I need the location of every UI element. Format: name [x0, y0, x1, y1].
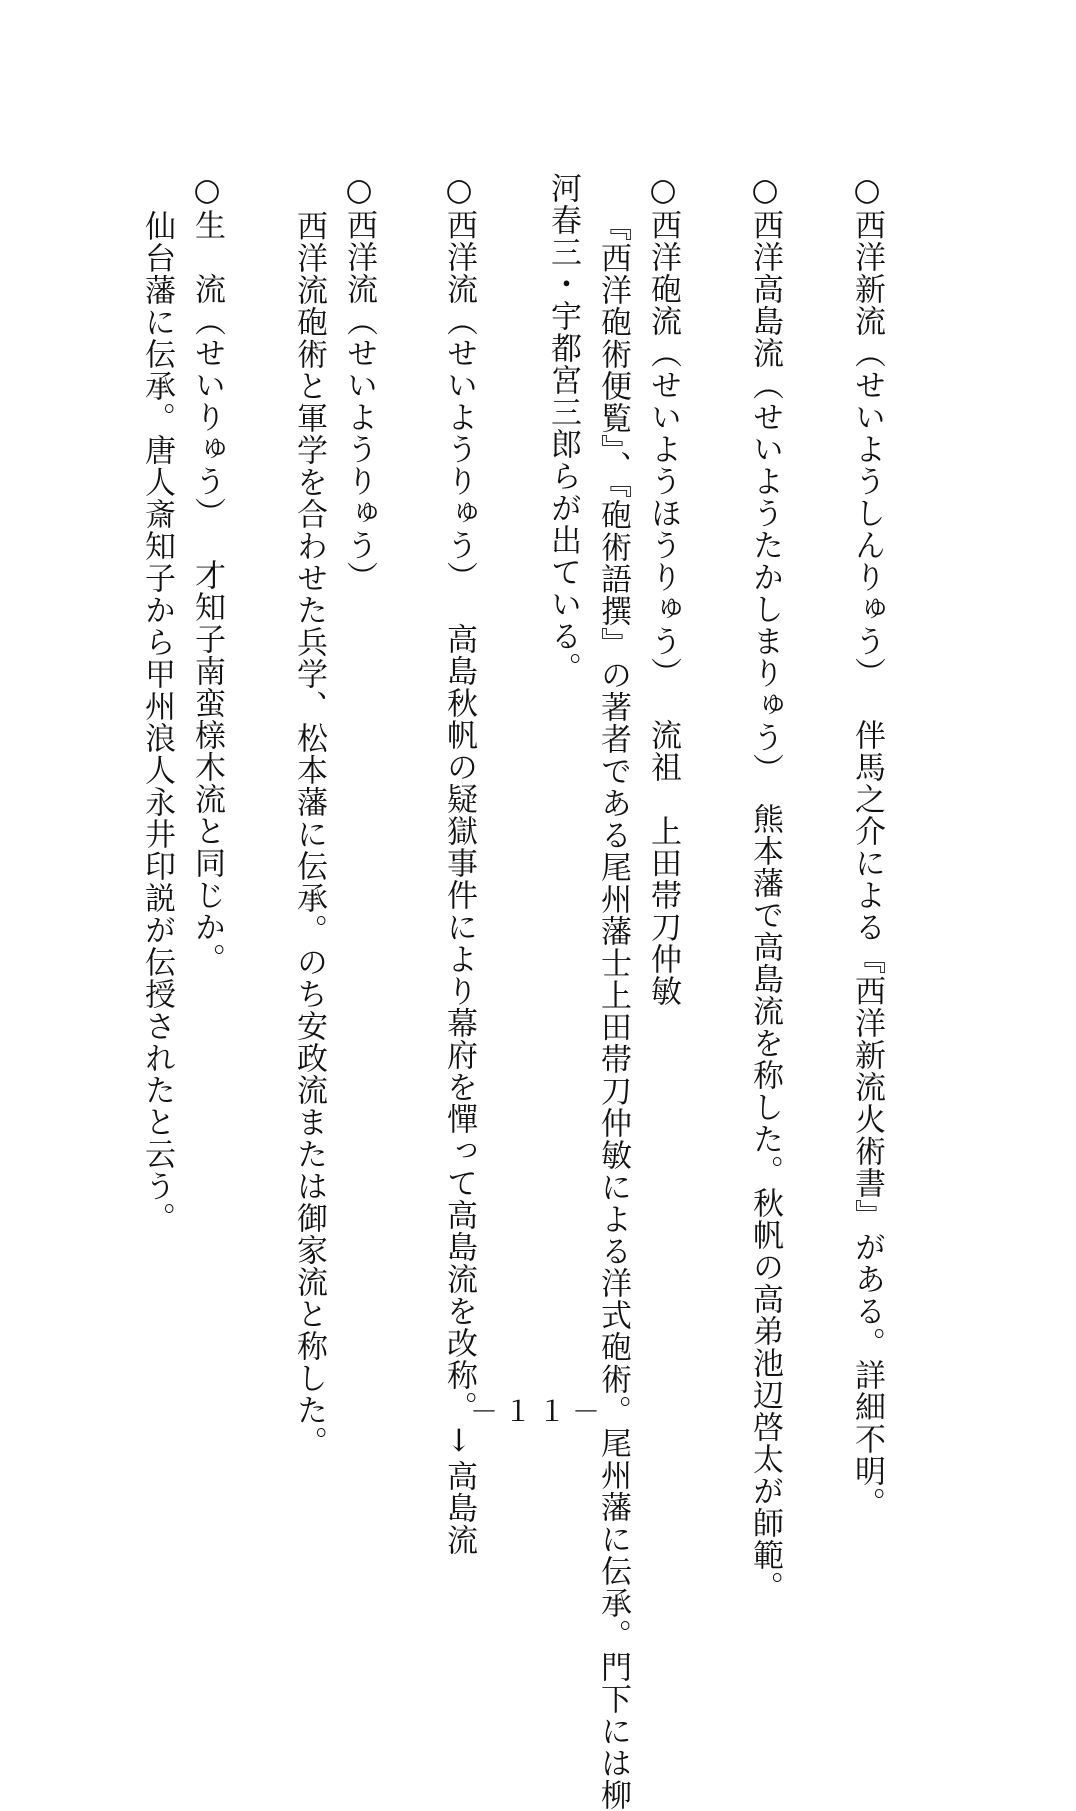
entry-seiyo-horyu	[640, 172, 686, 1007]
entry-seiyoryu-1	[436, 172, 482, 1556]
entry-description	[590, 210, 636, 1811]
entry-reading: （せいようたかしまりゅう）	[747, 369, 783, 785]
entry-seiyo-takashimaryu	[742, 172, 788, 1603]
entry-reading: （せいようりゅう）	[341, 305, 377, 593]
entry-description: 伴馬之介による『西洋新流火術書』がある。詳細不明。	[849, 719, 885, 1519]
entry-name: ○西洋砲流	[645, 172, 681, 337]
entry-seiyo-shinryu	[844, 172, 890, 1519]
entry-name: ○西洋新流	[849, 172, 885, 337]
entry-reading: （せいようしんりゅう）	[849, 337, 885, 689]
description-line: 仙台藩に伝承。唐人斎知子から甲州浪人永井印説が伝授されたと云う。	[139, 210, 175, 1234]
entry-founder: 流祖 上田帯刀仲敏	[645, 719, 681, 1007]
entry-description: 高島秋帆の疑獄事件により幕府を憚って高島流を改称。↓高島流	[441, 623, 477, 1556]
entry-reading: （せいりゅう）	[189, 305, 225, 529]
entry-seiryu	[184, 172, 230, 975]
description-line: 『西洋砲術便覧』、『砲術語撰』の著者である尾州藩士上田帯刀仲敏による洋式砲術。尾州藩に伝承。門下には柳	[595, 210, 631, 1811]
entry-description-continued	[134, 210, 180, 1234]
entry-description: 熊本藩で高島流を称した。秋帆の高弟池辺啓太が師範。	[747, 803, 783, 1603]
entry-name: ○西洋高島流	[747, 172, 783, 369]
entry-name: ○生 流	[189, 172, 225, 305]
entry-name: ○西洋流	[341, 172, 377, 305]
entry-reading: （せいようほうりゅう）	[645, 337, 681, 689]
entry-description-continued	[540, 172, 586, 684]
description-line: 西洋流砲術と軍学を合わせた兵学、松本藩に伝承。のち安政流または御家流と称した。	[291, 210, 327, 1458]
entry-description	[286, 210, 332, 1458]
description-line: 河春三・宇都宮三郎らが出ている。	[545, 172, 581, 684]
entry-name: ○西洋流	[441, 172, 477, 305]
entry-reading: （せいようりゅう）	[441, 305, 477, 593]
entry-seiyoryu-2	[336, 172, 382, 593]
entry-description: 才知子南蛮榇木流と同じか。	[189, 559, 225, 975]
page-number: －１１－	[469, 1395, 606, 1428]
